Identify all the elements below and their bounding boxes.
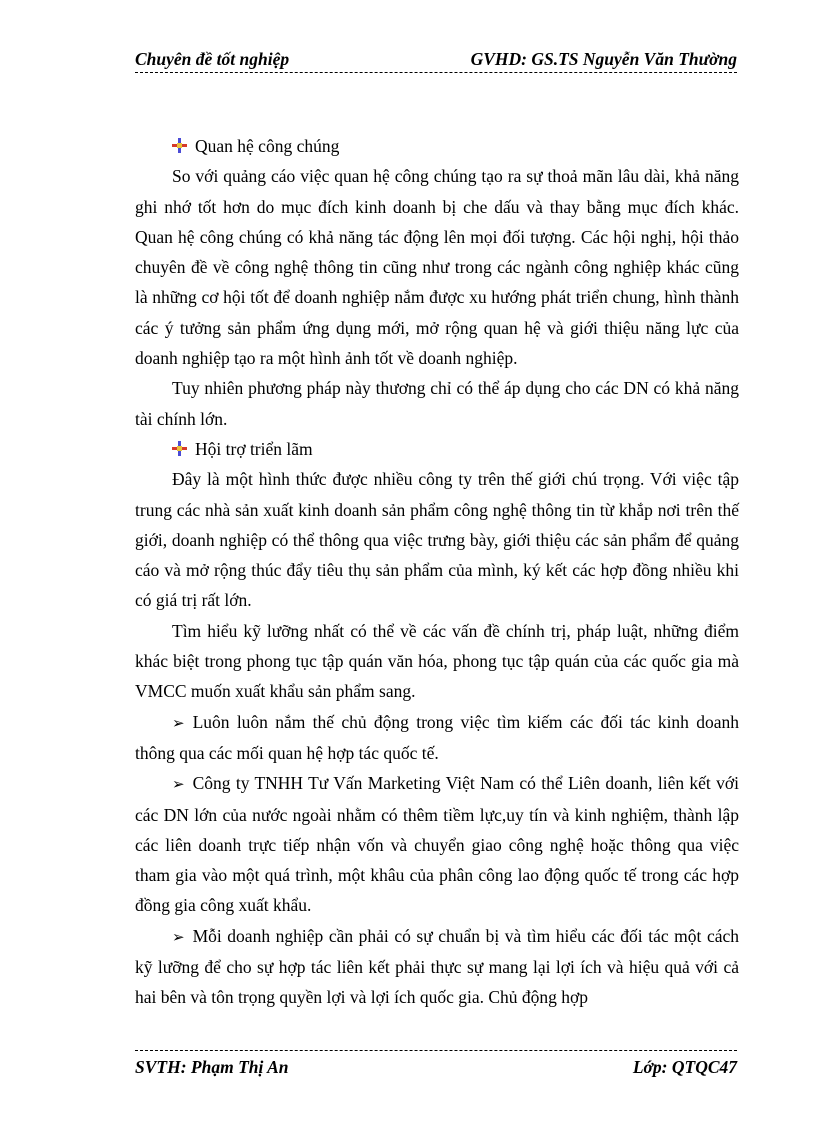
heading-text: Quan hệ công chúng — [195, 136, 340, 156]
arrow-icon: ➢ — [172, 927, 185, 946]
footer-student: SVTH: Phạm Thị An — [135, 1057, 289, 1077]
bullet-text: Công ty TNHH Tư Vấn Marketing Việt Nam có thể Liên doanh, liên kết với các DN lớn của nước ngoài nhằm có thêm tiềm lực,uy tín và kinh nghiệm, thành lập các liên doanh trực tiếp nhận vốn và chuyển giao công nghệ hoặc thông qua việc tham gia vào một quá trình, một khâu của phân công lao động quốc tế trong các hợp đồng gia công xuất khẩu. — [135, 773, 739, 916]
section-heading-trade-fair — [135, 434, 739, 464]
header-divider — [135, 72, 737, 73]
bullet-item — [135, 921, 739, 1013]
paragraph: Tuy nhiên phương pháp này thương chỉ có thể áp dụng cho các DN có khả năng tài chính lớn. — [135, 378, 739, 429]
paragraph: So với quảng cáo việc quan hệ công chúng tạo ra sự thoả mãn lâu dài, khả năng ghi nhớ tốt hơn do mục đích kinh doanh bị che dấu và thay bằng mục đích khác. Quan hệ công chúng có khả năng tác động lên mọi đối tượng. Các hội nghị, hội thảo chuyên đề về công nghệ thông tin cũng như trong các ngành công nghiệp khác cũng là những cơ hội tốt để doanh nghiệp nắm được xu hướng phát triển chung, hình thành các ý tưởng sản phẩm ứng dụng mới, mở rộng quan hệ và giới thiệu năng lực của doanh nghiệp tạo ra một hình ảnh tốt về doanh nghiệp. — [135, 166, 739, 369]
bullet-text: Mỗi doanh nghiệp cần phải có sự chuẩn bị và tìm hiểu các đối tác một cách kỹ lưỡng để cho sự hợp tác liên kết phải thực sự mang lại lợi ích và hiệu quả với cả hai bên và tôn trọng quyền lợi và lợi ích quốc gia. Chủ động hợp — [135, 925, 739, 1008]
bullet-item — [135, 768, 739, 920]
plus-icon — [172, 138, 187, 153]
section-heading-public-relations — [135, 131, 739, 161]
arrow-icon: ➢ — [172, 775, 185, 794]
page-header — [135, 49, 737, 70]
heading-text: Hội trợ triển lãm — [195, 438, 313, 459]
bullet-item — [135, 707, 739, 769]
paragraph: Tìm hiểu kỹ lưỡng nhất có thể về các vấn đề chính trị, pháp luật, những điểm khác biệt trong phong tục tập quán văn hóa, phong tục tập quán của các quốc gia mà VMCC muốn xuất khẩu sản phẩm sang. — [135, 620, 739, 702]
header-supervisor: GVHD: GS.TS Nguyễn Văn Thường — [470, 49, 737, 69]
header-thesis-title: Chuyên đề tốt nghiệp — [135, 49, 290, 69]
page-footer — [135, 1057, 737, 1078]
bullet-text: Luôn luôn nắm thế chủ động trong việc tìm kiếm các đối tác kinh doanh thông qua các mối quan hệ hợp tác quốc tế. — [135, 711, 739, 763]
footer-class: Lớp: QTQC47 — [632, 1057, 737, 1077]
arrow-icon: ➢ — [172, 713, 185, 732]
page-body — [135, 131, 739, 1013]
plus-icon — [172, 441, 187, 456]
footer-divider — [135, 1050, 737, 1051]
paragraph: Đây là một hình thức được nhiều công ty trên thế giới chú trọng. Với việc tập trung các nhà sản xuất kinh doanh sản phẩm công nghệ thông tin từ khắp nơi trên thế giới, doanh nghiệp có thể thông qua việc trưng bày, giới thiệu các sản phẩm để quảng cáo và mở rộng thúc đẩy tiêu thụ sản phẩm của mình, ký kết các hợp đồng nhiều khi có giá trị rất lớn. — [135, 469, 739, 611]
